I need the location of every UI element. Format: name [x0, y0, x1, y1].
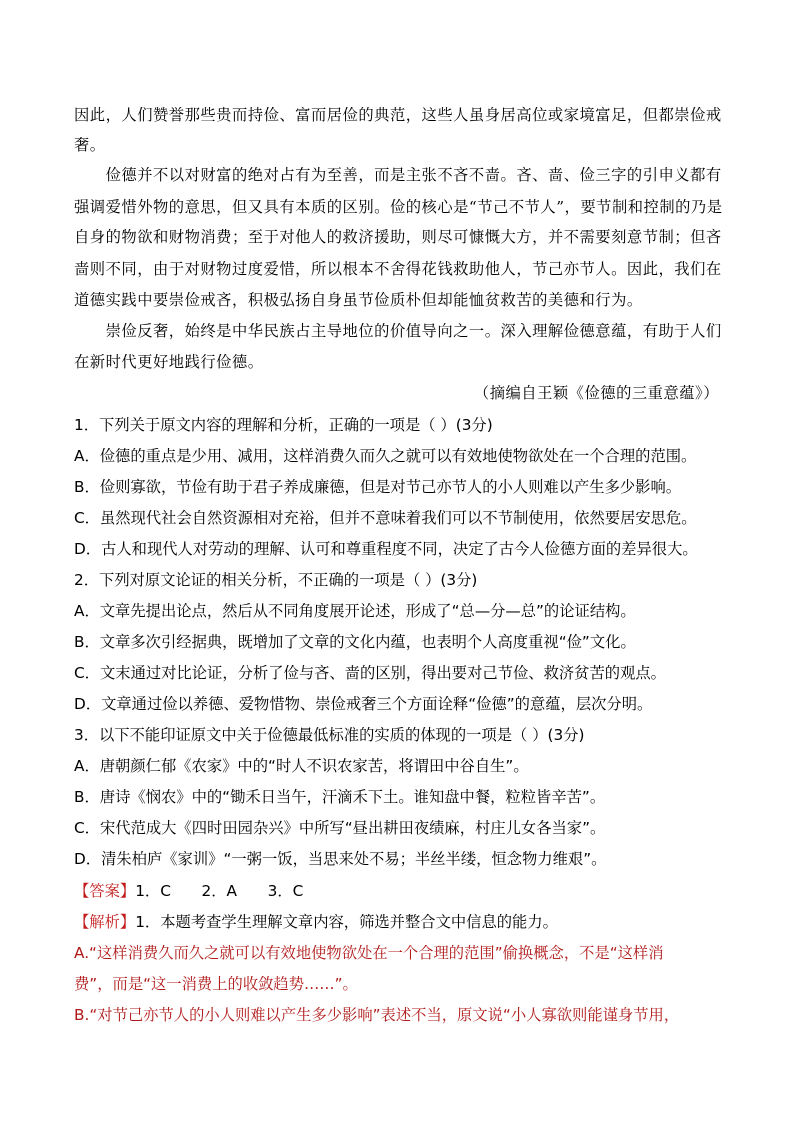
passage-line: 强调爱惜外物的意思，但又具有本质的区别。俭的核心是“节己不节人”，要节制和控制的乃是 [74, 198, 723, 216]
analysis-line: 费”，而是“这一消费上的收敛趋势……”。 [74, 975, 358, 993]
question-option: A．唐朝颜仁郁《农家》中的“时人不识农家苦，将谓田中谷自生”。 [74, 757, 529, 775]
question-option: B．唐诗《悯农》中的“锄禾日当午，汗滴禾下土。谁知盘中餐，粒粒皆辛苦”。 [74, 788, 606, 806]
question-option: D．古人和现代人对劳动的理解、认可和尊重程度不同，决定了古今人俭德方面的差异很大。 [74, 540, 698, 558]
analysis-line: A.“这样消费久而久之就可以有效地使物欲处在一个合理的范围”偷换概念，不是“这样消 [74, 944, 664, 962]
passage-source: （摘编自王颖《俭德的三重意蕴》） [473, 384, 719, 402]
passage-line: 因此，人们赞誉那些贵而持俭、富而居俭的典范，这些人虽身居高位或家境富足，但都崇俭戒 [74, 106, 722, 124]
question-option: B．文章多次引经据典，既增加了文章的文化内蕴，也表明个人高度重视“俭”文化。 [74, 633, 636, 651]
analysis-line: B.“对节己亦节人的小人则难以产生多少影响”表述不当，原文说“小人寡欲则能谨身节用， [74, 1006, 680, 1024]
answer-line [74, 879, 719, 901]
question-option: A．俭德的重点是少用、减用，这样消费久而久之就可以有效地使物欲处在一个合理的范围。 [74, 447, 697, 465]
question-option: D．清朱柏庐《家训》“一粥一饭，当思来处不易；半丝半缕，恒念物力维艰”。 [74, 850, 607, 868]
question-stem: 1．下列关于原文内容的理解和分析，正确的一项是（ ）(3分) [74, 416, 493, 434]
passage-line: 在新时代更好地践行俭德。 [74, 353, 264, 371]
answer-text: 1．C 2．A 3．C [135, 882, 304, 900]
passage-line: 奢。 [74, 136, 106, 154]
question-stem: 2．下列对原文论证的相关分析，不正确的一项是（ ）(3分) [74, 571, 478, 589]
question-option: B．俭则寡欲，节俭有助于君子养成廉德，但是对节己亦节人的小人则难以产生多少影响。 [74, 478, 682, 496]
question-option: C．宋代范成大《四时田园杂兴》中所写“昼出耕田夜绩麻，村庄儿女各当家”。 [74, 819, 606, 837]
passage-line: 道德实践中要崇俭戒吝，积极弘扬自身虽节俭质朴但却能恤贫救苦的美德和行为。 [74, 291, 643, 309]
question-option: C．文末通过对比论证，分析了俭与吝、啬的区别，得出要对己节俭、救济贫苦的观点。 [74, 664, 666, 682]
answer-tag: 【答案】 [74, 882, 136, 900]
question-option: A．文章先提出论点，然后从不同角度展开论述，形成了“总—分—总”的论证结构。 [74, 602, 636, 620]
passage-line: 啬则不同，由于对财物过度爱惜，所以根本不舍得花钱救助他人，节己亦节人。因此，我们在 [74, 260, 722, 278]
question-option: C．虽然现代社会自然资源相对充裕，但并不意味着我们可以不节制使用，依然要居安思危。 [74, 509, 697, 527]
analysis-intro-line [74, 910, 719, 932]
question-stem: 3．以下不能印证原文中关于俭德最低标准的实质的体现的一项是（ ）(3分) [74, 726, 585, 744]
analysis-intro: 1．本题考查学生理解文章内容，筛选并整合文中信息的能力。 [135, 913, 558, 931]
passage-line: 自身的物欲和财物消费；至于对他人的救济援助，则尽可慷慨大方，并不需要刻意节制；但吝 [74, 228, 722, 246]
question-option: D．文章通过俭以养德、爱物惜物、崇俭戒奢三个方面诠释“俭德”的意蕴，层次分明。 [74, 695, 653, 713]
passage-line: 崇俭反奢，始终是中华民族占主导地位的价值导向之一。深入理解俭德意蕴，有助于人们 [74, 322, 722, 340]
analysis-tag: 【解析】 [74, 913, 136, 931]
passage-line: 俭德并不以对财富的绝对占有为至善，而是主张不吝不啬。吝、啬、俭三字的引申义都有 [74, 166, 722, 184]
